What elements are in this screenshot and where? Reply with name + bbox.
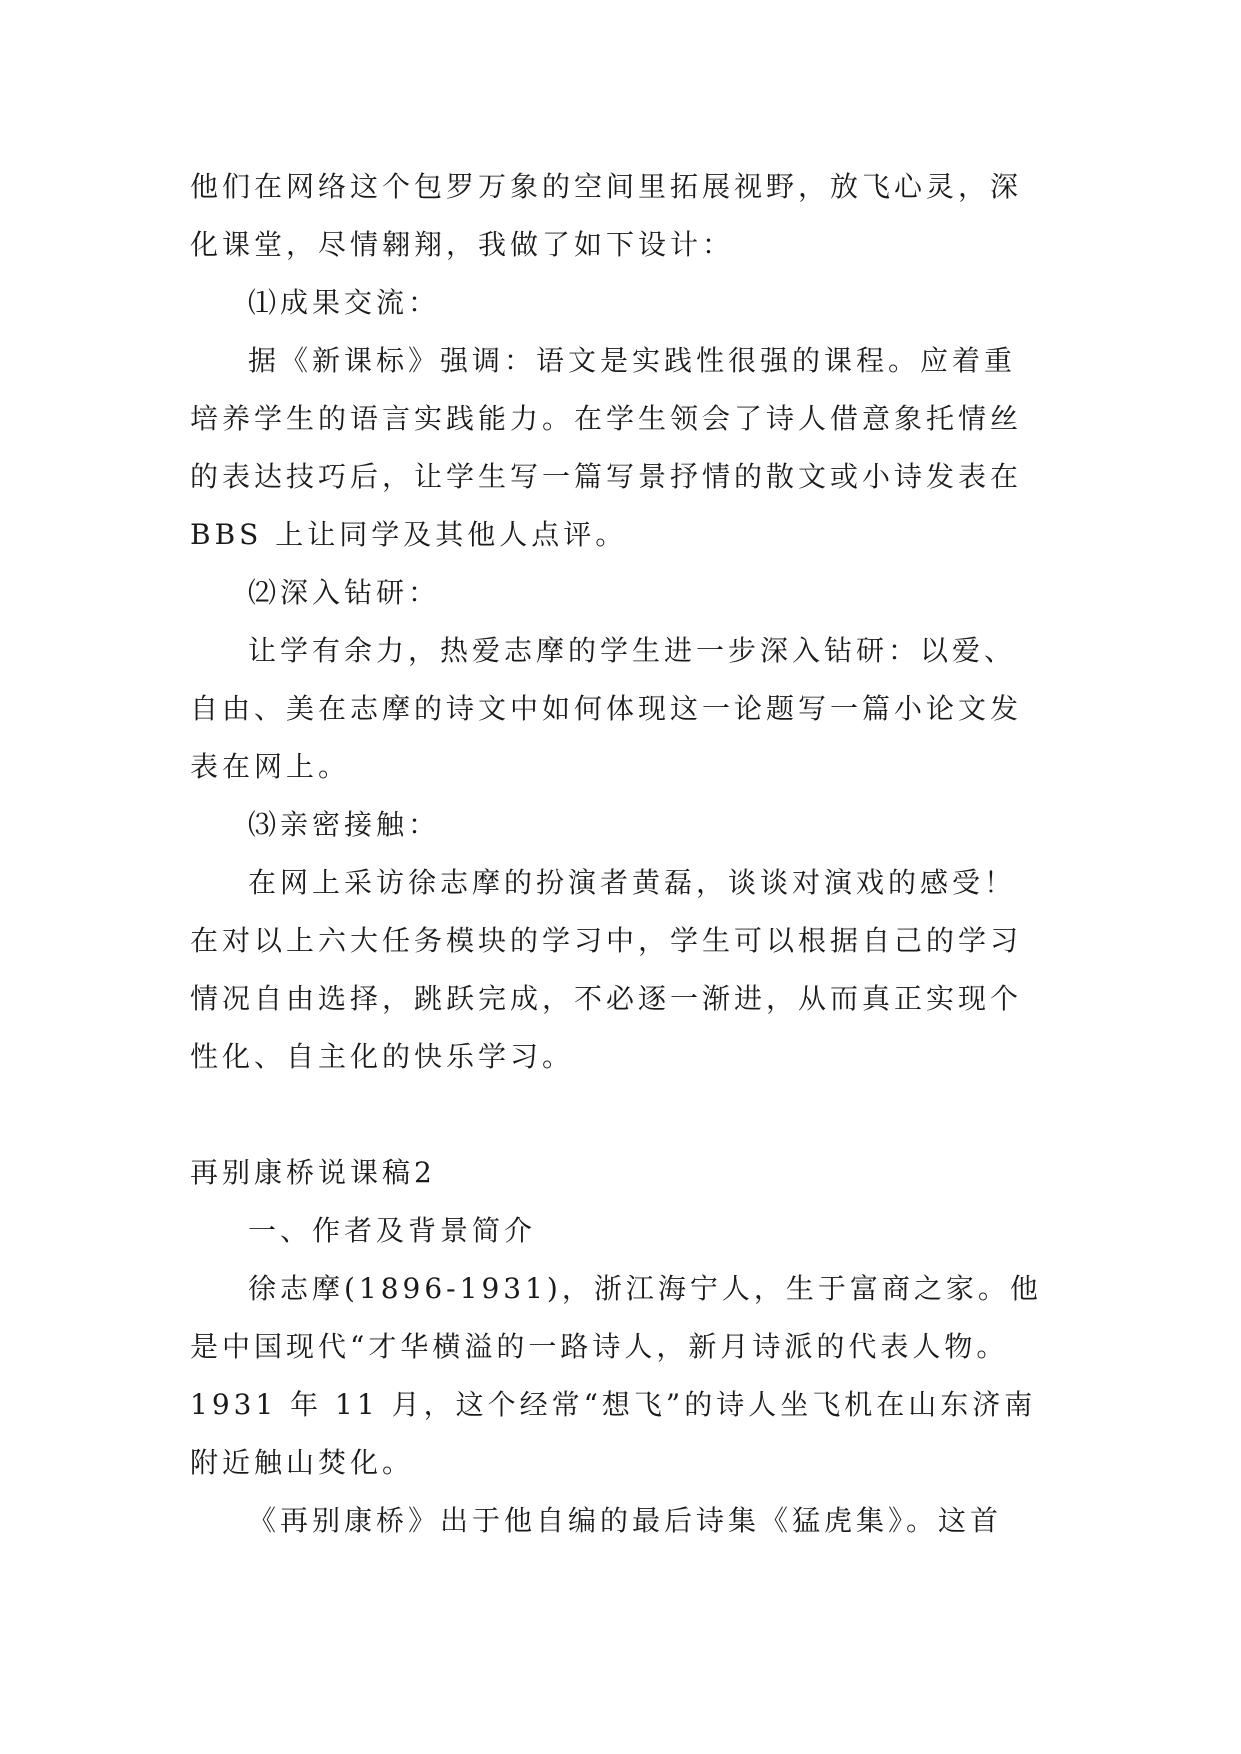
body-line: 表在网上。 bbox=[190, 750, 351, 783]
body-line: 1931 年 11 月，这个经常“想飞”的诗人坐飞机在山东济南 bbox=[190, 1388, 1037, 1421]
body-line: 在对以上六大任务模块的学习中，学生可以根据自己的学习 bbox=[190, 924, 1023, 957]
body-line: 附近触山焚化。 bbox=[190, 1446, 415, 1479]
body-line: 据《新课标》强调：语文是实践性很强的课程。应着重 bbox=[248, 344, 1017, 377]
body-line: BBS 上让同学及其他人点评。 bbox=[190, 518, 628, 551]
list-heading: ⑶亲密接触： bbox=[248, 808, 441, 841]
body-line: 化课堂，尽情翱翔，我做了如下设计： bbox=[190, 228, 735, 261]
body-line: 培养学生的语言实践能力。在学生领会了诗人借意象托情丝 bbox=[190, 402, 1023, 435]
body-line: 情况自由选择，跳跃完成，不必逐一渐进，从而真正实现个 bbox=[190, 982, 1023, 1015]
body-line: 性化、自主化的快乐学习。 bbox=[190, 1040, 575, 1073]
body-line: 让学有余力，热爱志摩的学生进一步深入钻研：以爱、 bbox=[248, 634, 1017, 667]
body-line: 《再别康桥》出于他自编的最后诗集《猛虎集》。这首 bbox=[248, 1504, 1003, 1537]
body-line: 是中国现代“才华横溢的一路诗人，新月诗派的代表人物。 bbox=[190, 1330, 1009, 1363]
body-line: 自由、美在志摩的诗文中如何体现这一论题写一篇小论文发 bbox=[190, 692, 1023, 725]
body-line: 徐志摩(1896-1931)，浙江海宁人，生于富商之家。他 bbox=[248, 1272, 1042, 1305]
document-body bbox=[190, 158, 1060, 1550]
list-heading: ⑵深入钻研： bbox=[248, 576, 441, 609]
blank-line bbox=[190, 1086, 1060, 1144]
section-heading: 一、作者及背景简介 bbox=[248, 1214, 537, 1247]
body-line: 的表达技巧后，让学生写一篇写景抒情的散文或小诗发表在 bbox=[190, 460, 1023, 493]
section-title: 再别康桥说课稿2 bbox=[190, 1156, 436, 1189]
list-heading: ⑴成果交流： bbox=[248, 286, 441, 319]
body-line: 在网上采访徐志摩的扮演者黄磊，谈谈对演戏的感受！ bbox=[248, 866, 1017, 899]
body-line: 他们在网络这个包罗万象的空间里拓展视野，放飞心灵，深 bbox=[190, 170, 1023, 203]
